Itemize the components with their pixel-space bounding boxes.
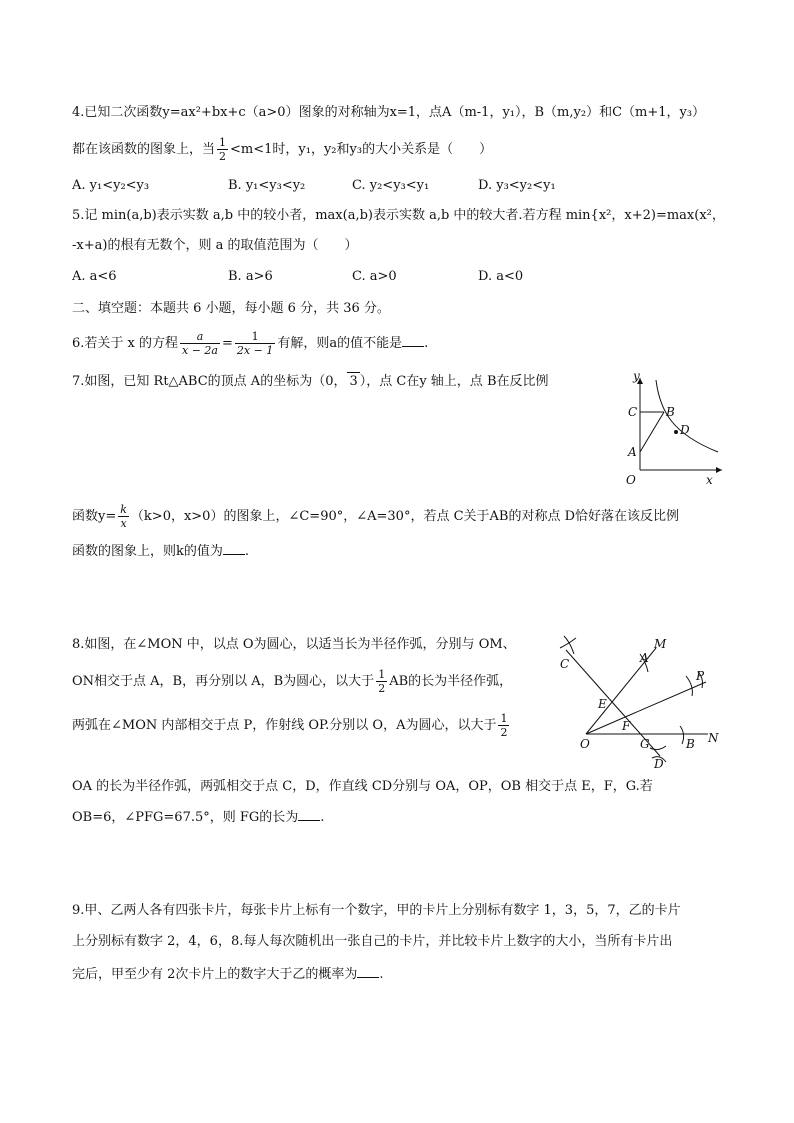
q7-line2: 函数y= $\frac{k}{x}$ （k>0，x>0）的图象上，∠C=90°，∠A=30°，若点 C关于AB的对称点 D恰好落在该反比例 [72, 503, 680, 530]
q8-line2: ON相交于点 A，B，再分别以 A，B为圆心，以大于 $\frac{1}{2}$ AB的长为半径作弧， [72, 668, 513, 695]
q4-option-d[interactable]: D. y₃<y₂<y₁ [478, 178, 556, 193]
q7-label-b: B [666, 405, 675, 419]
q8-label-f: F [622, 719, 631, 733]
q8-figure [556, 634, 732, 770]
q7-label-y: y [633, 372, 640, 383]
q7-line3: 函数的图象上，则k的值为 . [72, 544, 250, 559]
q6-answer-blank[interactable] [402, 334, 424, 347]
q7-label-x: x [706, 473, 713, 487]
section-heading: 二、填空题：本题共 6 小题，每小题 6 分，共 36 分。 [72, 301, 390, 316]
q5-option-b[interactable]: B. a>6 [228, 269, 273, 284]
q9-line3: 完后，甲至少有 2次卡片上的数字大于乙的概率为 . [72, 967, 384, 982]
q7-label-c: C [628, 405, 638, 419]
q8-fraction-2: $\frac{1}{2}$ [500, 712, 508, 739]
q6-fraction-right: $\frac{1}{2x - 1}$ [236, 330, 274, 357]
q8-label-c: C [560, 657, 570, 671]
q4-half-fraction: $\frac{1}{2}$ [219, 136, 227, 163]
q4-line2: 都在该函数的图象上，当 $\frac{1}{2}$ <m<1时，y₁，y₂和y₃的大小关系是（ ） [72, 136, 493, 163]
q8-label-o: O [580, 737, 590, 751]
q4-option-a[interactable]: A. y₁<y₂<y₃ [72, 178, 150, 193]
q4-option-c[interactable]: C. y₂<y₃<y₁ [352, 178, 430, 193]
q9-line1: 9.甲、乙两人各有四张卡片，每张卡片上标有一个数字，甲的卡片上分别标有数字 1，3，5，7，乙的卡片 [72, 903, 681, 918]
q6-line: 6.若关于 x 的方程 $\frac{a}{x - 2a}$ = $\frac{1}{2x - 1}$ 有解，则a的值不能是 . [72, 330, 429, 357]
q5-option-d[interactable]: D. a<0 [478, 269, 524, 284]
q7-label-o: O [626, 473, 636, 487]
q9-answer-blank[interactable] [357, 965, 379, 978]
q7-answer-blank[interactable] [223, 542, 245, 555]
q8-line5: OB=6，∠PFG=67.5°，则 FG的长为 . [72, 810, 325, 825]
q4-line1: 4.已知二次函数y=ax²+bx+c（a>0）图象的对称轴为x=1，点A（m-1，y₁），B（m,y₂）和C（m+1，y₃） [72, 105, 706, 120]
q5-line1: 5.记 min(a,b)表示实数 a,b 中的较小者，max(a,b)表示实数 a,b 中的较大者.若方程 min{x²，x+2)=max(x²， [72, 208, 725, 223]
q4-option-b[interactable]: B. y₁<y₃<y₂ [228, 178, 306, 193]
q7-sqrt: 3 [349, 374, 358, 389]
q7-figure [618, 372, 728, 492]
q8-line3: 两弧在∠MON 内部相交于点 P，作射线 OP.分别以 O，A为圆心，以大于 $\frac{1}{2}$ [72, 712, 508, 739]
q8-label-p: P [696, 669, 705, 683]
q8-fraction-1: $\frac{1}{2}$ [378, 668, 386, 695]
q5-line2: -x+a)的根有无数个，则 a 的取值范围为（ ） [72, 238, 358, 253]
q8-answer-blank[interactable] [298, 808, 320, 821]
q8-label-g: G [640, 737, 650, 751]
q7-line1: 7.如图，已知 Rt△ABC的顶点 A的坐标为（0， 3 ），点 C在y 轴上，点 B在反比例 [72, 374, 549, 389]
q8-line4: OA 的长为半径作弧，两弧相交于点 C，D，作直线 CD分别与 OA，OP，OB 相交于点 E，F，G.若 [72, 779, 653, 794]
q8-label-e: E [598, 697, 607, 711]
q7-fraction: $\frac{k}{x}$ [120, 503, 127, 530]
q9-line2: 上分别标有数字 2，4，6，8.每人每次随机出一张自己的卡片，并比较卡片上数字的大小，当所有卡片出 [72, 934, 673, 949]
q7-point-d [674, 430, 678, 434]
q8-label-b: B [686, 737, 695, 751]
q8-line1: 8.如图，在∠MON 中，以点 O为圆心，以适当长为半径作弧，分别与 OM、 [72, 637, 516, 652]
q5-option-c[interactable]: C. a>0 [352, 269, 397, 284]
q7-label-a: A [628, 445, 637, 459]
q5-option-a[interactable]: A. a<6 [72, 269, 117, 284]
q8-label-n: N [708, 731, 719, 745]
q8-label-m: M [654, 637, 667, 651]
q6-fraction-left: $\frac{a}{x - 2a}$ [182, 330, 218, 357]
q7-label-d: D [680, 423, 690, 437]
q8-label-a: A [640, 651, 649, 665]
q8-label-d: D [654, 757, 664, 770]
